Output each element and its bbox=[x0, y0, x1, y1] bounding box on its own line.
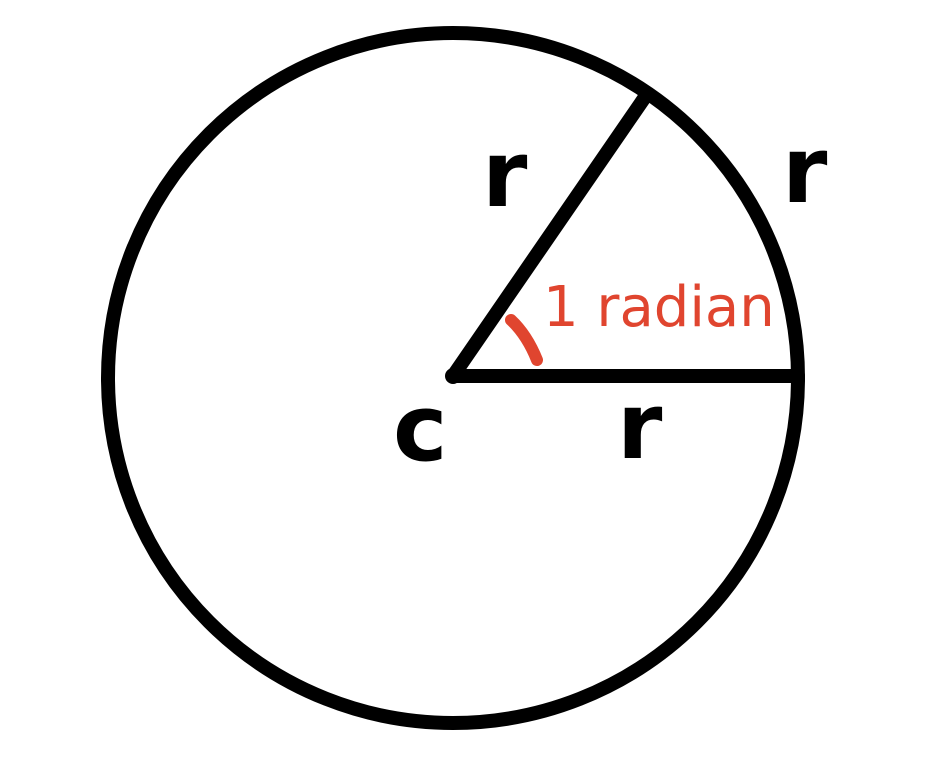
radius-label-slanted: r bbox=[482, 121, 528, 228]
center-label: c bbox=[393, 375, 448, 482]
radius-label-arc: r bbox=[782, 117, 828, 224]
angle-label: 1 radian bbox=[543, 275, 775, 340]
radius-label-horizontal: r bbox=[617, 373, 663, 480]
angle-arc bbox=[511, 320, 537, 360]
